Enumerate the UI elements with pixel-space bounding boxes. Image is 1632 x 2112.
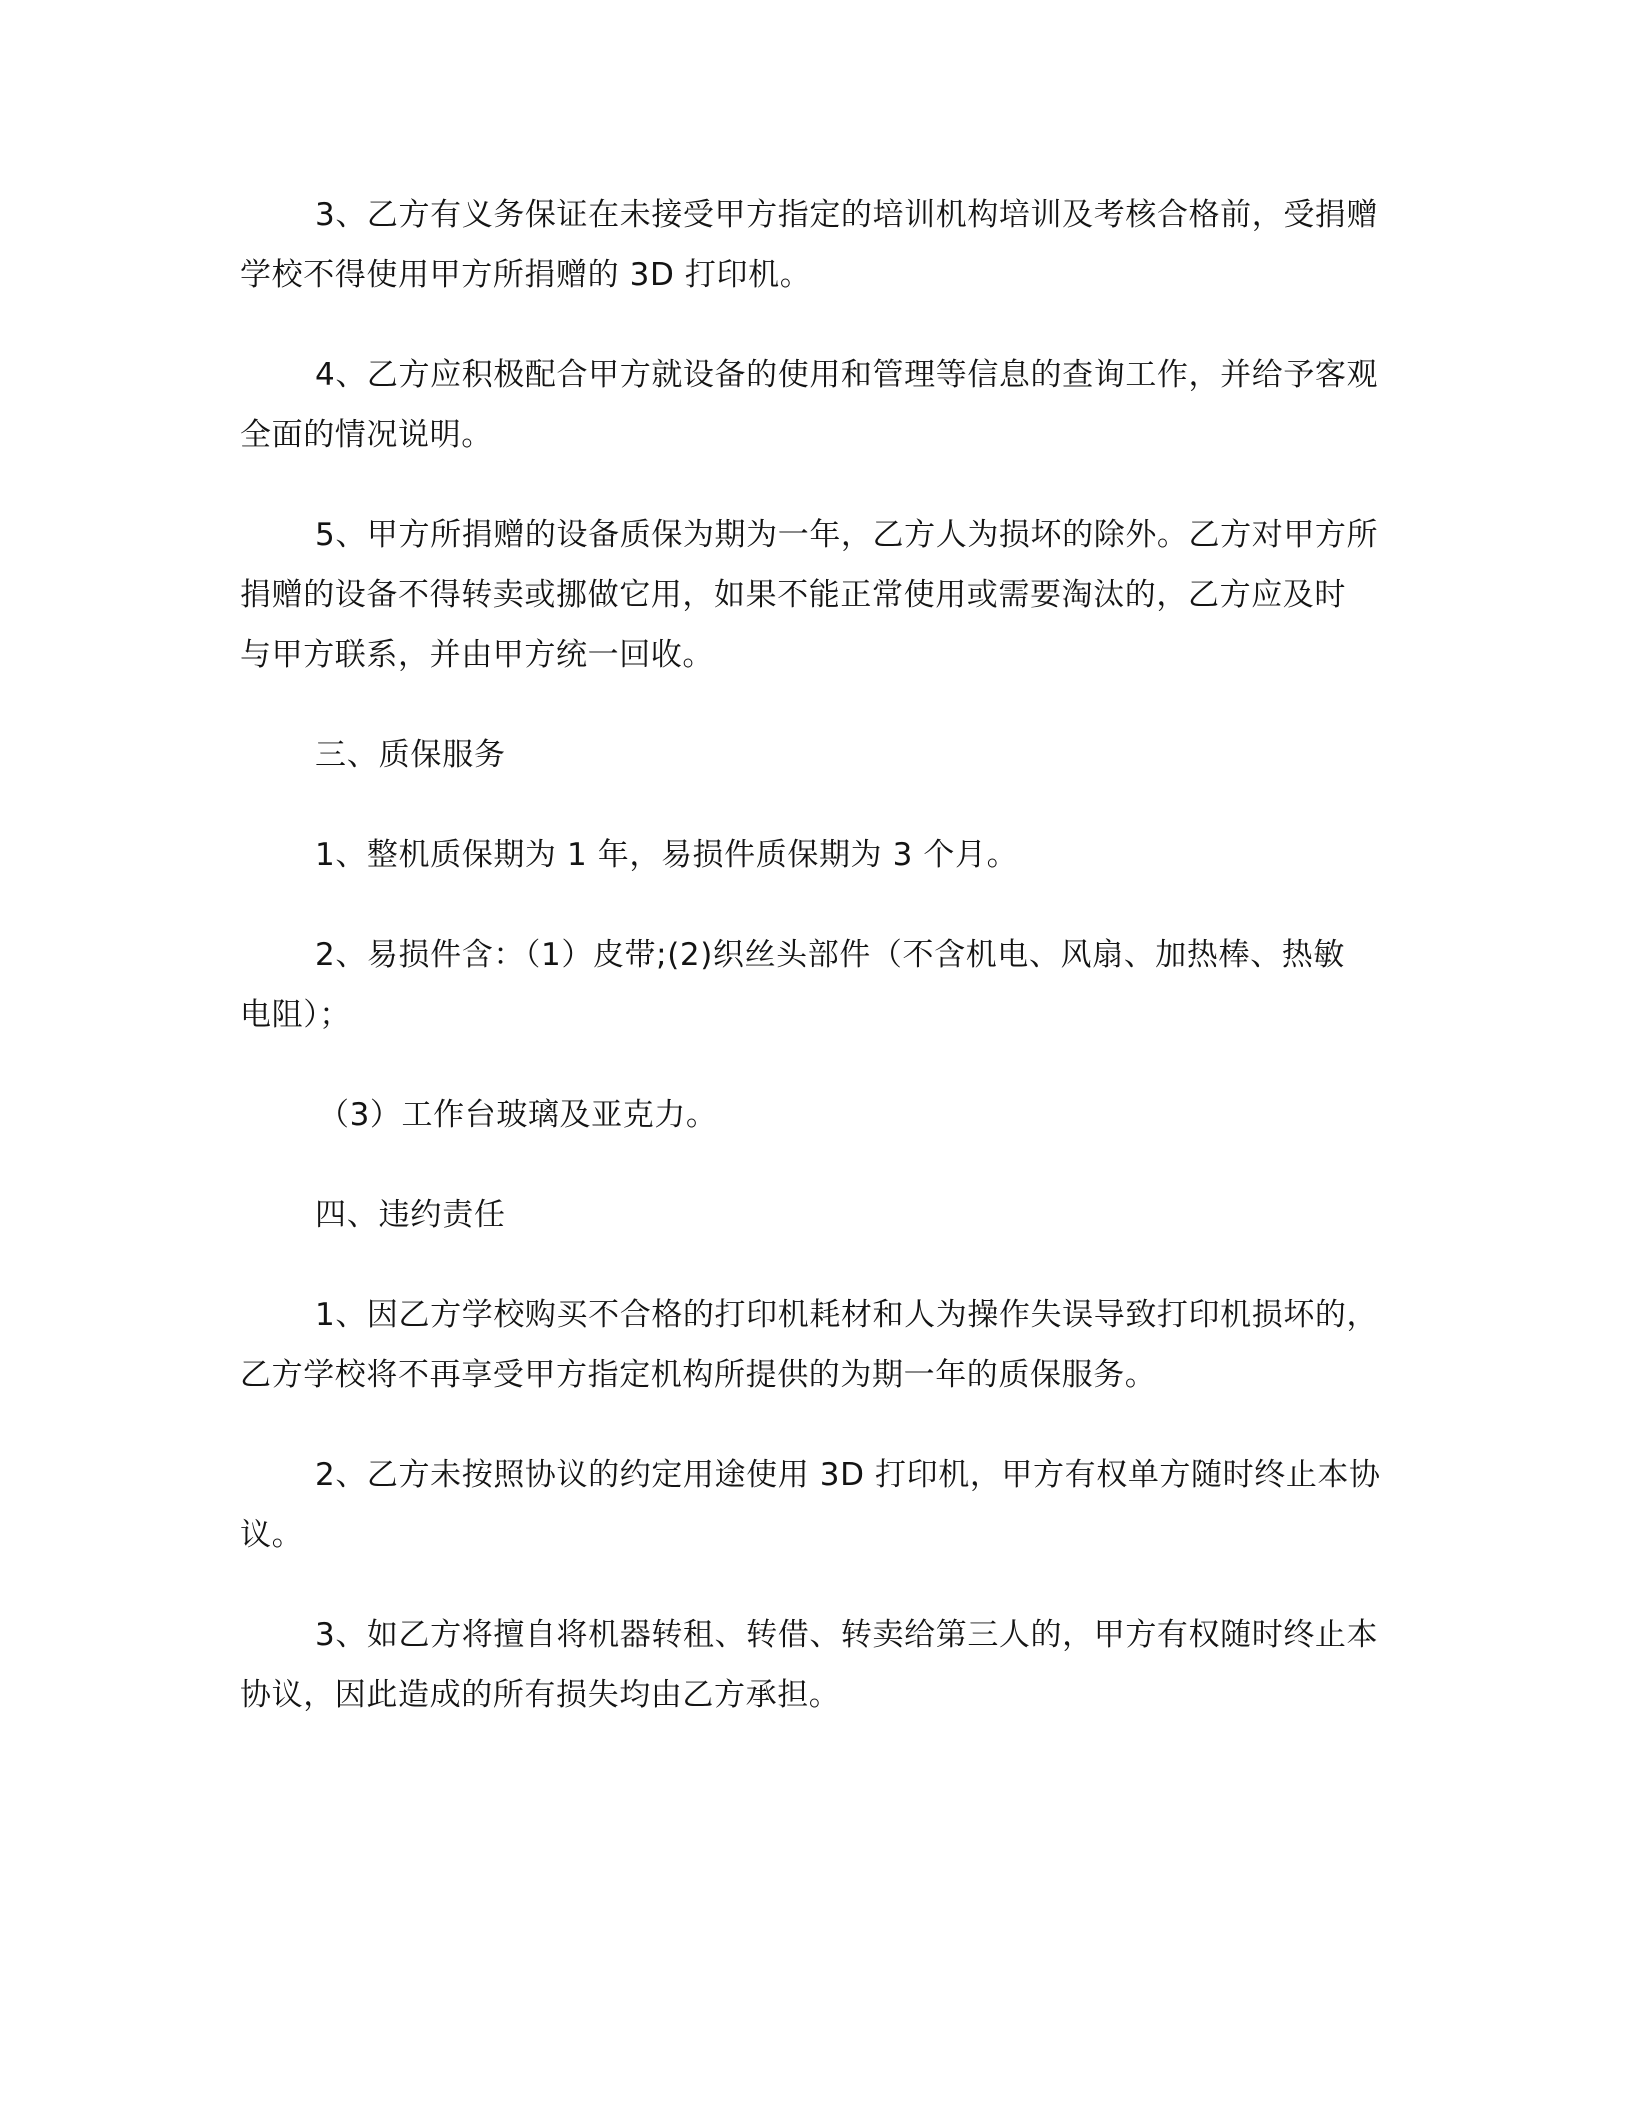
paragraph-s4-item3 bbox=[240, 1605, 1390, 1725]
section-title: 四、违约责任 bbox=[315, 1197, 506, 1233]
section-title: 三、质保服务 bbox=[315, 737, 506, 773]
text-line: 5、甲方所捐赠的设备质保为期为一年，乙方人为损坏的除外。乙方对甲方所 bbox=[315, 517, 1379, 553]
paragraph-item5-warranty bbox=[240, 505, 1390, 685]
paragraph-s4-item2 bbox=[240, 1445, 1390, 1565]
text-line: 3、如乙方将擅自将机器转租、转借、转卖给第三人的，甲方有权随时终止本 bbox=[315, 1617, 1379, 1653]
paragraph-s3-item2 bbox=[240, 925, 1390, 1045]
text-line: 1、整机质保期为 1 年，易损件质保期为 3 个月。 bbox=[315, 837, 1019, 873]
paragraph-s3-item2-part3 bbox=[240, 1085, 1390, 1145]
text-line: 4、乙方应积极配合甲方就设备的使用和管理等信息的查询工作，并给予客观 bbox=[315, 357, 1379, 393]
paragraph-item4-cooperation bbox=[240, 345, 1390, 465]
text-line: 电阻）； bbox=[240, 997, 351, 1033]
paragraph-item3-training bbox=[240, 185, 1390, 305]
text-line: （3）工作台玻璃及亚克力。 bbox=[318, 1097, 718, 1133]
text-line: 2、易损件含：（1）皮带;(2)织丝头部件（不含机电、风扇、加热棒、热敏 bbox=[315, 937, 1345, 973]
section-heading-warranty-service bbox=[240, 725, 1390, 785]
text-line: 捐赠的设备不得转卖或挪做它用，如果不能正常使用或需要淘汰的，乙方应及时 bbox=[240, 577, 1346, 613]
paragraph-s4-item1 bbox=[240, 1285, 1390, 1405]
text-line: 学校不得使用甲方所捐赠的 3D 打印机。 bbox=[240, 257, 812, 293]
text-line: 与甲方联系，并由甲方统一回收。 bbox=[240, 637, 714, 673]
text-line: 3、乙方有义务保证在未接受甲方指定的培训机构培训及考核合格前，受捐赠 bbox=[315, 197, 1379, 233]
text-line: 议。 bbox=[240, 1517, 304, 1553]
paragraph-s3-item1 bbox=[240, 825, 1390, 885]
section-heading-breach-liability bbox=[240, 1185, 1390, 1245]
text-line: 全面的情况说明。 bbox=[240, 417, 493, 453]
text-line: 乙方学校将不再享受甲方指定机构所提供的为期一年的质保服务。 bbox=[240, 1357, 1157, 1393]
text-line: 1、因乙方学校购买不合格的打印机耗材和人为操作失误导致打印机损坏的， bbox=[315, 1297, 1379, 1333]
text-line: 2、乙方未按照协议的约定用途使用 3D 打印机，甲方有权单方随时终止本协 bbox=[315, 1457, 1381, 1493]
text-line: 协议，因此造成的所有损失均由乙方承担。 bbox=[240, 1677, 841, 1713]
